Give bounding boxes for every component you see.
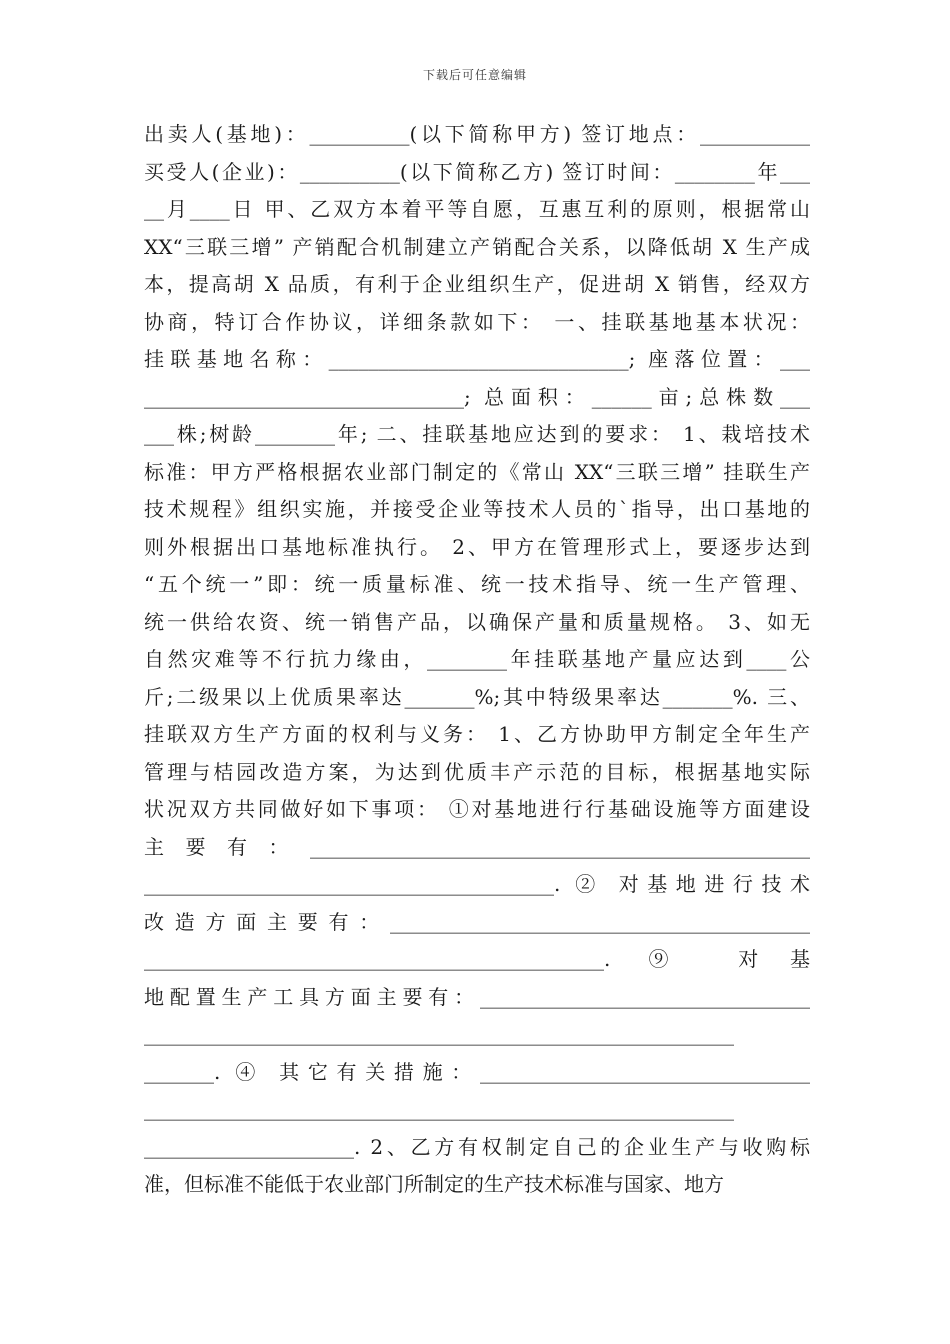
text-line: 主要有：__________________________________________________ (144, 834, 810, 859)
text-line: 挂联双方生产方面的权利与义务： 1、乙方协助甲方制定全年生产 (144, 722, 810, 746)
text-line: 管理与桔园改造方案，为达到优质丰产示范的目标，根据基地实际 (144, 759, 810, 784)
text-line: ________________________________; 总面积：______亩;总株数___ (144, 384, 810, 409)
text-line: 改造方面主要有：__________________________________________ (144, 909, 810, 934)
text-line: 出卖人(基地)：__________(以下简称甲方) 签订地点：___________ (144, 122, 810, 146)
text-line: 统一供给农资、统一销售产品，以确保产量和质量规格。 3、如无 (144, 609, 810, 634)
text-line: __月____日 甲、乙双方本着平等自愿，互惠互利的原则，根据常山 (144, 197, 810, 221)
contract-body (144, 116, 810, 1204)
page-header-note: 下载后可任意编辑 (422, 68, 527, 82)
text-line: _________________________________________. ② 对基地进行技术 (144, 872, 810, 896)
text-line: _____________________. 2、乙方有权制定自己的企业生产与收购标 (144, 1134, 810, 1159)
text-line: ___株;树龄________年; 二、挂联基地应达到的要求： 1、栽培技术 (144, 422, 810, 446)
text-line: XX“三联三增” 产销配合机制建立产销配合关系，以降低胡 X 生产成 (144, 234, 810, 259)
text-line: 地配置生产工具方面主要有：_________________________________ (144, 984, 810, 1009)
text-line: _______. ④ 其它有关措施：_________________________________ (144, 1059, 810, 1084)
text-line: 协商，特订合作协议，详细条款如下： 一、挂联基地基本状况： (144, 309, 810, 334)
text-line: 状况双方共同做好如下事项： ①对基地进行行基础设施等方面建设 (144, 797, 810, 821)
text-line: ___________________________________________________________ (144, 1097, 734, 1121)
text-line: 本，提高胡 X 品质，有利于企业组织生产，促进胡 X 销售，经双方 (144, 272, 810, 296)
text-line: 技术规程》组织实施，并接受企业等技术人员的`指导，出口基地的 (144, 497, 810, 521)
text-line: 标准：甲方严格根据农业部门制定的《常山 XX“三联三增” 挂联生产 (144, 459, 810, 484)
text-line: 准，但标准不能低于农业部门所制定的生产技术标准与国家、地方 (144, 1172, 724, 1196)
text-line: 自然灾难等不行抗力缘由，________年挂联基地产量应达到____公 (144, 647, 810, 671)
text-line: ______________________________________________. ⑨ 对基 (144, 947, 810, 971)
text-line: 则外根据出口基地标准执行。 2、甲方在管理形式上，要逐步达到 (144, 534, 810, 559)
text-line: “五个统一”即：统一质量标准、统一技术指导、统一生产管理、 (144, 572, 810, 596)
text-line: 买受人(企业)：__________(以下简称乙方) 签订时间：________年___ (144, 159, 810, 184)
text-line: ___________________________________________________________ (144, 1022, 734, 1046)
text-line: 斤;二级果以上优质果率达_______%;其中特级果率达_______%. 三、 (144, 684, 810, 709)
text-line: 挂联基地名称：______________________________; 座落位置：___ (144, 347, 810, 371)
